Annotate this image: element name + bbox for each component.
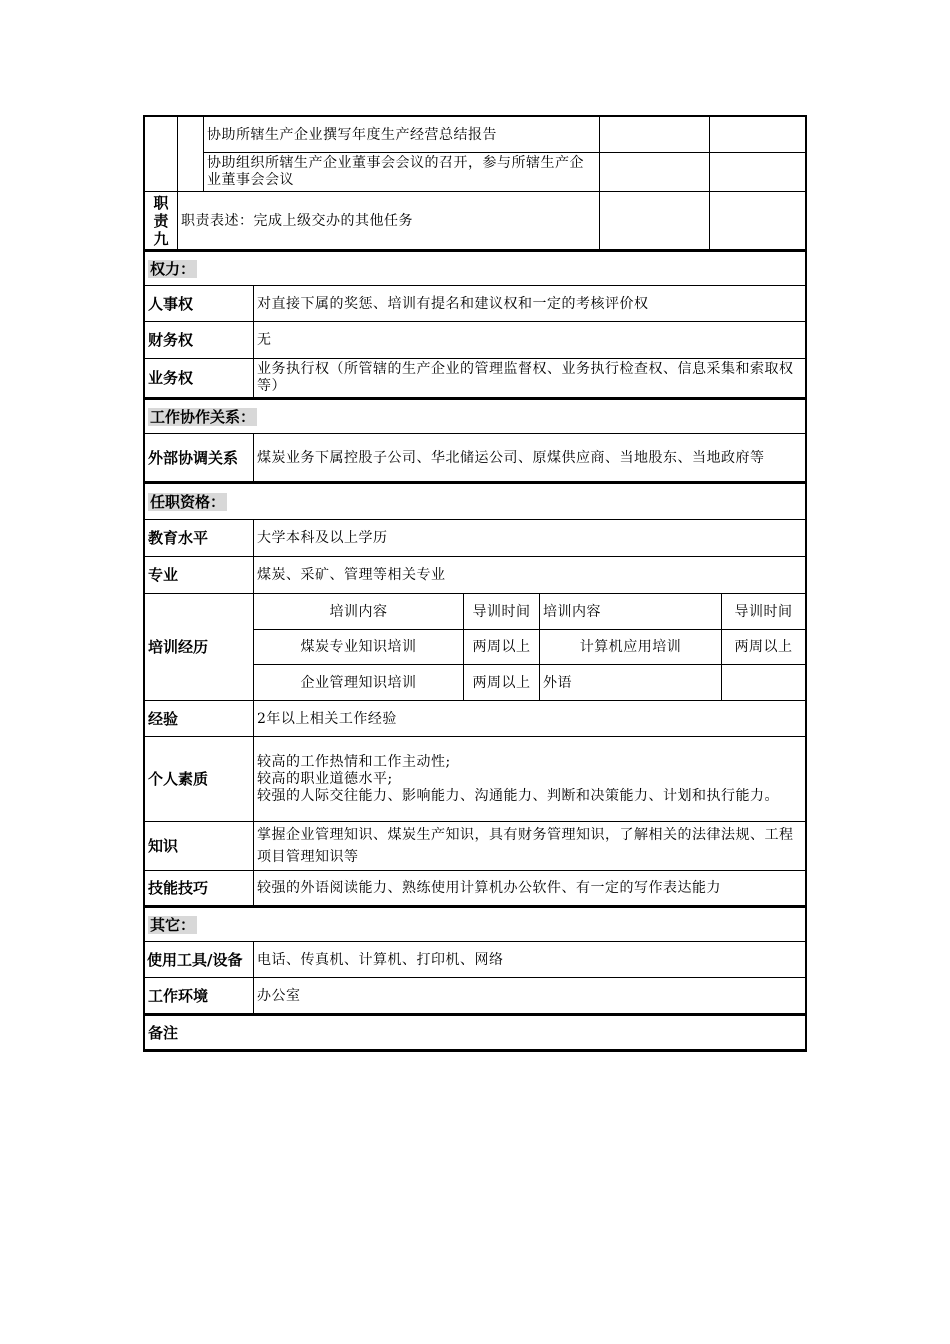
- header-text: 导训时间: [734, 603, 793, 620]
- label-text: 专业: [148, 566, 179, 584]
- training-cell: [254, 665, 463, 700]
- cell-text: 外语: [543, 674, 572, 691]
- label-text: 经验: [148, 709, 179, 728]
- label-text: 使用工具/设备: [147, 950, 243, 969]
- value-text: 电话、传真机、计算机、打印机、网络: [257, 951, 504, 968]
- skills-label: [145, 871, 253, 905]
- environment-value: [254, 978, 805, 1013]
- header-text: 导训时间: [472, 603, 531, 620]
- education-label: [145, 520, 253, 556]
- duty-9-label-char: 职: [153, 194, 169, 212]
- knowledge-value: [254, 822, 805, 870]
- cell-text: 企业管理知识培训: [300, 674, 417, 691]
- label-text: 培训经历: [148, 638, 209, 656]
- cell-text: 两周以上: [734, 639, 793, 655]
- value-text: 无: [257, 332, 272, 348]
- value-text: 2年以上相关工作经验: [257, 710, 397, 727]
- training-cell: [722, 630, 805, 664]
- section-title-text: 权力：: [150, 259, 196, 278]
- header-text: 培训内容: [329, 603, 388, 620]
- training-label: [145, 594, 253, 700]
- value-text: 业务执行权（所管辖的生产企业的管理监督权、业务执行检查权、信息采集和索取权等）: [257, 361, 794, 394]
- label-text: 人事权: [148, 294, 194, 313]
- training-cell: [722, 665, 805, 700]
- duty-text: 协助所辖生产企业撰写年度生产经营总结报告: [207, 126, 497, 143]
- label-text: 技能技巧: [148, 879, 209, 897]
- value-text: 对直接下属的奖惩、培训有提名和建议权和一定的考核评价权: [257, 295, 649, 312]
- duty-9-label-char: 九: [153, 230, 169, 248]
- skills-value: [254, 871, 805, 905]
- cell-text: 两周以上: [472, 674, 531, 691]
- frame-bottom: [143, 1049, 807, 1052]
- divider: [599, 115, 600, 250]
- business-authority-value: [254, 359, 805, 397]
- personal-qualities-label: [145, 737, 253, 821]
- label-text: 备注: [148, 1023, 179, 1042]
- section-title-qualifications: [145, 484, 805, 519]
- external-relations-value: [254, 434, 805, 481]
- label-text: 工作环境: [148, 986, 209, 1005]
- training-cell: [464, 665, 539, 700]
- value-text: 大学本科及以上学历: [257, 530, 388, 546]
- hr-authority-value: [254, 286, 805, 321]
- duty-9-text: 职责表述：完成上级交办的其他任务: [181, 213, 413, 229]
- training-header-duration: [464, 594, 539, 629]
- personal-qualities-value: [254, 737, 805, 821]
- duty-row: [204, 117, 599, 152]
- training-header-content: [540, 594, 721, 629]
- training-header-duration: [722, 594, 805, 629]
- value-text: 煤炭、采矿、管理等相关专业: [257, 567, 446, 583]
- value-text: 煤炭业务下属控股子公司、华北储运公司、原煤供应商、当地股东、当地政府等: [257, 449, 765, 466]
- external-relations-label: [145, 434, 253, 481]
- duty-9-label: [145, 192, 177, 250]
- label-text: 知识: [148, 837, 179, 855]
- training-header-content: [254, 594, 463, 629]
- value-text: 办公室: [257, 987, 301, 1004]
- section-title-other: [145, 908, 805, 941]
- value-line: 较高的职业道德水平;: [257, 770, 393, 787]
- business-authority-label: [145, 359, 253, 397]
- finance-authority-value: [254, 322, 805, 358]
- label-text: 外部协调关系: [148, 448, 239, 467]
- cell-text: 煤炭专业知识培训: [300, 639, 417, 655]
- knowledge-label: [145, 822, 253, 870]
- duty-9-description: [178, 192, 599, 250]
- training-cell: [254, 630, 463, 664]
- training-cell: [464, 630, 539, 664]
- tools-value: [254, 942, 805, 977]
- value-line: 较强的人际交往能力、影响能力、沟通能力、判断和决策能力、计划和执行能力。: [257, 787, 779, 804]
- experience-label: [145, 701, 253, 736]
- value-text: 较强的外语阅读能力、熟练使用计算机办公软件、有一定的写作表达能力: [257, 880, 721, 896]
- tools-label: [145, 942, 253, 977]
- environment-label: [145, 978, 253, 1013]
- value-text: 掌握企业管理知识、煤炭生产知识，具有财务管理知识，了解相关的法律法规、工程项目管理知识等: [257, 827, 794, 865]
- cell-text: 计算机应用培训: [579, 639, 682, 655]
- training-cell: [540, 665, 721, 700]
- frame-right: [805, 115, 807, 1052]
- header-text: 培训内容: [543, 603, 601, 620]
- section-title-text: 其它：: [150, 915, 196, 934]
- label-text: 个人素质: [148, 770, 209, 788]
- experience-value: [254, 701, 805, 736]
- duty-text: 协助组织所辖生产企业董事会会议的召开，参与所辖生产企业董事会会议: [207, 155, 584, 188]
- section-title-text: 任职资格：: [150, 492, 226, 511]
- duty-row: [204, 153, 599, 191]
- label-text: 业务权: [148, 369, 194, 387]
- divider: [709, 115, 710, 250]
- cell-text: 两周以上: [472, 639, 531, 655]
- label-text: 财务权: [148, 331, 194, 349]
- major-label: [145, 557, 253, 593]
- section-title-relations: [145, 400, 805, 433]
- label-text: 教育水平: [148, 529, 209, 547]
- remarks-label: [145, 1016, 805, 1049]
- section-title-text: 工作协作关系：: [150, 407, 256, 426]
- finance-authority-label: [145, 322, 253, 358]
- hr-authority-label: [145, 286, 253, 321]
- major-value: [254, 557, 805, 593]
- training-cell: [540, 630, 721, 664]
- section-title-authority: [145, 252, 805, 285]
- value-line: 较高的工作热情和工作主动性;: [257, 753, 451, 770]
- duty-9-label-char: 责: [153, 212, 169, 230]
- education-value: [254, 520, 805, 556]
